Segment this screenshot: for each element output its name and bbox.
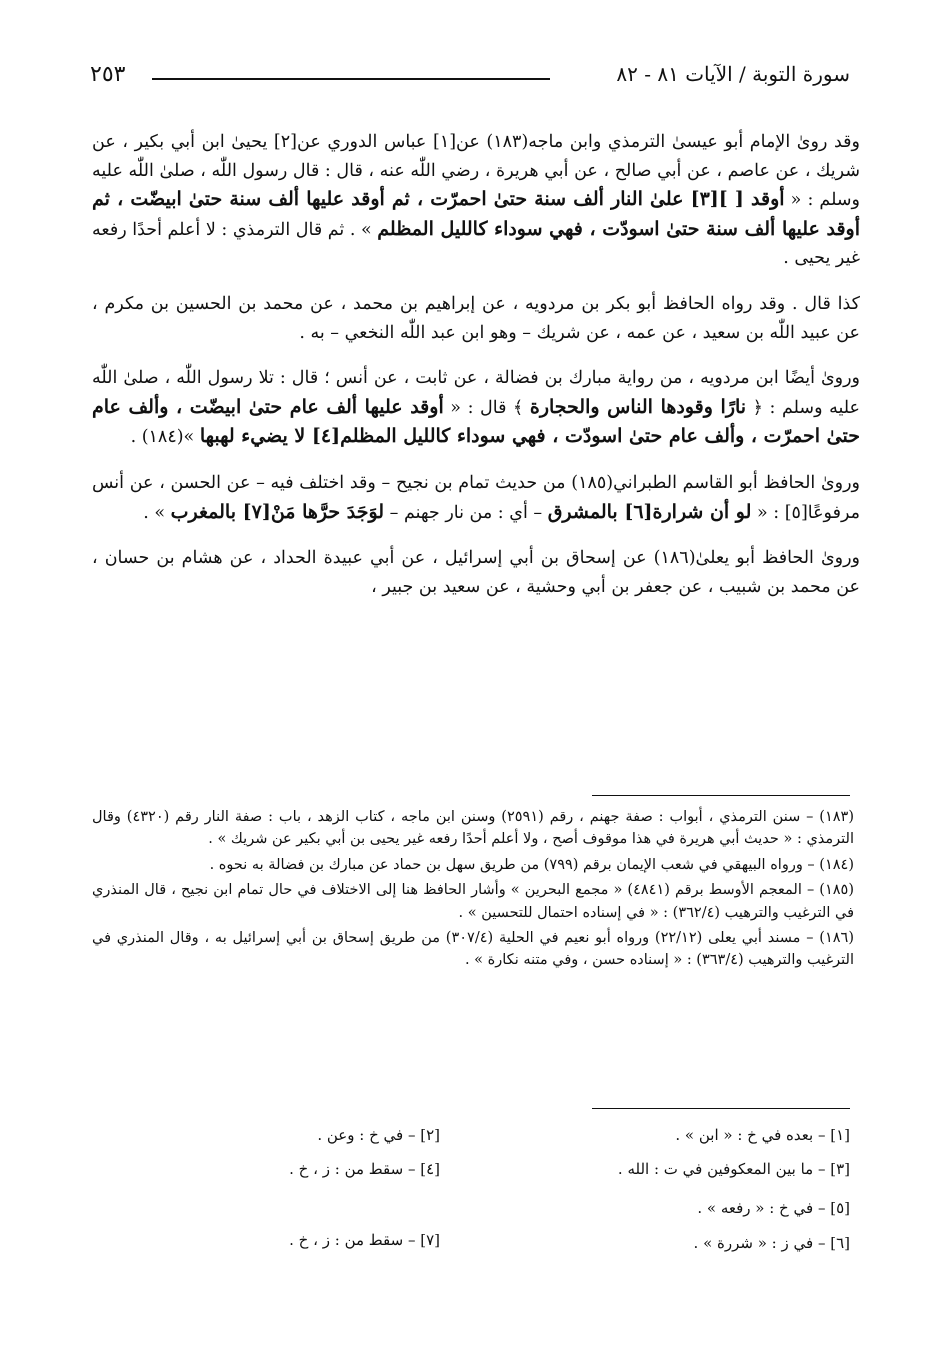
variant-note: [٤] – سقط من : ز ، خ . [289,1160,440,1178]
page-number: ٢٥٣ [90,62,126,87]
footnote: (١٨٣) – سنن الترمذي ، أبواب : صفة جهنم ، رقم (٢٥٩١) وسنن ابن ماجه ، كتاب الزهد ، باب : صفة النار رقم (٤٣٢٠) وقال الترمذي : « حديث أبي هريرة في هذا موقوف أصح ، ولا أعلم أحدًا رفعه غير يحيى بن أبي بكير عن شريك » . [92,809,854,848]
variants-separator [592,1108,850,1109]
variant-note: [٦] – في ز : « شررة » . [693,1234,850,1252]
hadith-text: لو أن شرارة[٦] بالمشرق [547,500,752,523]
variant-note: [٢] – في خ : وعن . [317,1126,440,1144]
paragraph: وروىٰ الحافظ أبو يعلىٰ(١٨٦) عن إسحاق بن أبي إسرائيل ، عن أبي عبيدة الحداد ، عن هشام بن حسان ، عن محمد بن شبيب ، عن جعفر بن أبي وحشية ، عن سعيد بن جبير ، [92,548,860,597]
variant-note: [٧] – سقط من : ز ، خ . [289,1231,440,1249]
chapter-title: سورة التوبة / الآيات ٨١ - ٨٢ [616,62,850,86]
footnote: (١٨٤) – ورواه البيهقي في شعب الإيمان برقم (٧٩٩) من طريق سهل بن حماد عن مبارك بن فضالة به نحوه . [209,856,854,873]
hadith-text: لوَجَدَ حرَّها مَنْ[٧] بالمغرب [170,500,385,523]
footnotes [92,806,854,975]
paragraph: وروىٰ أيضًا ابن مردويه ، من رواية مبارك بن فضالة ، عن ثابت ، عن أنس ؛ قال : تلا رسول اللّٰه ، صلىٰ اللّٰه عليه وسلم : ﴿ نارًا وقودها الناس والحجارة ﴾ قال : « أوقد عليها ألف عام حتىٰ ابيضّت ، وألف عام حتىٰ احمرّت ، وألف عام حتىٰ اسودّت ، فهي سوداء كالليل المظلم[٤] لا يضيء لهبها »(١٨٤) . [92,368,860,448]
variant-note: [٣] – ما بين المعكوفين في ت : الله . [617,1160,850,1178]
main-text [92,128,860,618]
variant-note: [١] – بعده في خ : « ابن » . [675,1126,850,1144]
hadith-text: أوقد [ ][٣] علىٰ النار ألف سنة حتىٰ احمرّت ، ثم أوقد عليها ألف سنة حتىٰ ابيضّت ، ثم أوقد عليها ألف سنة حتىٰ اسودّت ، فهي سوداء كالليل المظلم [92,188,860,240]
header-rule [152,78,550,80]
variant-note: [٥] – في خ : « رفعه » . [697,1199,850,1217]
footnote-separator [592,795,850,796]
quran-verse: نارًا وقودها الناس والحجارة [529,395,747,418]
paragraph: وقد روىٰ الإمام أبو عيسىٰ الترمذي وابن ماجه(١٨٣) عن[١] عباس الدوري عن[٢] يحيىٰ ابن أبي بكير ، عن شريك ، عن عاصم ، عن أبي صالح ، عن أبي هريرة ، رضي اللّٰه عنه ، قال : قال رسول اللّٰه ، صلىٰ اللّٰه عليه وسلم : « أوقد [ ][٣] علىٰ النار ألف سنة حتىٰ احمرّت ، ثم أوقد عليها ألف سنة حتىٰ ابيضّت ، ثم أوقد عليها ألف سنة حتىٰ اسودّت ، فهي سوداء كالليل المظلم » . ثم قال الترمذي : لا أعلم أحدًا رفعه غير يحيى . [92,132,860,269]
paragraph: كذا قال . وقد رواه الحافظ أبو بكر بن مردويه ، عن إبراهيم بن محمد ، عن محمد بن الحسين بن مكرم ، عن عبيد اللّٰه بن سعيد ، عن عمه ، عن شريك – وهو ابن عبد اللّٰه النخعي – به . [92,293,860,343]
running-header [90,62,850,92]
footnote: (١٨٦) – مسند أبي يعلى (٢٢/١٢) ورواه أبو نعيم في الحلية (٣٠٧/٤) من طريق إسحاق بن أبي إسرائيل به ، وقال المنذري في الترغيب والترهيب (٣٦٣/٤) : « إسناده حسن ، وفي متنه نكارة » . [92,930,854,969]
footnote: (١٨٥) – المعجم الأوسط برقم (٤٨٤١) « مجمع البحرين » وأشار الحافظ هنا إلى الاختلاف في حال تمام ابن نجيح ، قال المنذري في الترغيب والترهيب (٣٦٢/٤) : « في إسناده احتمال للتحسين » . [92,882,854,921]
hadith-text: أوقد عليها ألف عام حتىٰ ابيضّت ، وألف عام حتىٰ احمرّت ، وألف عام حتىٰ اسودّت ، فهي سوداء كالليل المظلم[٤] لا يضيء لهبها [92,395,860,448]
paragraph: وروىٰ الحافظ أبو القاسم الطبراني(١٨٥) من حديث تمام بن نجيح – وقد اختلف فيه – عن الحسن ، عن أنس مرفوعًا[٥] : « لو أن شرارة[٦] بالمشرق – أي : من نار جهنم – لوَجَدَ حرَّها مَنْ[٧] بالمغرب » . [92,472,861,523]
